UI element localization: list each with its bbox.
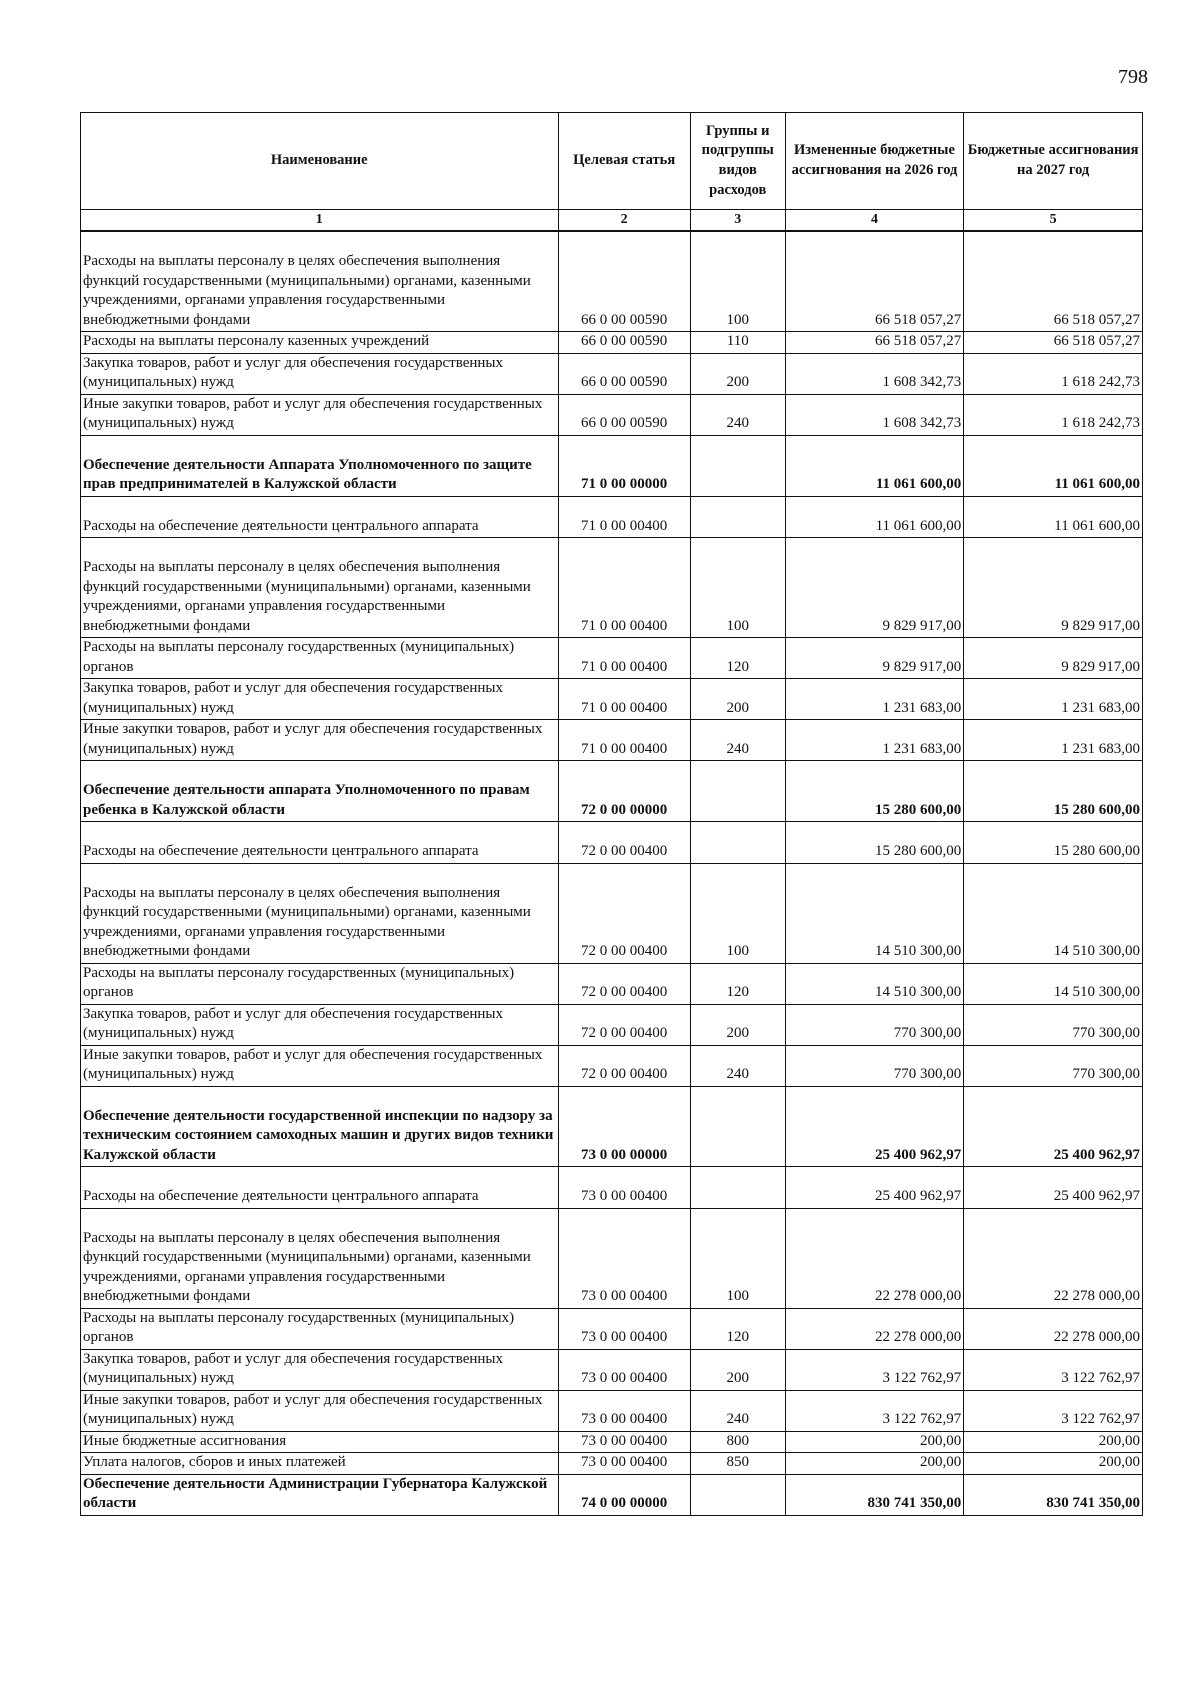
table-row: [81, 863, 1143, 963]
row-name: Иные закупки товаров, работ и услуг для обеспечения государственных (муниципальных) нужд: [81, 1045, 559, 1086]
row-expense-group: 200: [690, 1349, 785, 1390]
row-expense-group: 240: [690, 720, 785, 761]
row-name: Иные закупки товаров, работ и услуг для обеспечения государственных (муниципальных) нужд: [81, 720, 559, 761]
row-name: Обеспечение деятельности Администрации Губернатора Калужской области: [81, 1474, 559, 1515]
row-target-article: 71 0 00 00400: [558, 496, 690, 538]
row-amount-2026: 1 608 342,73: [785, 353, 964, 394]
row-name: Расходы на обеспечение деятельности центрального аппарата: [81, 496, 559, 538]
row-target-article: 66 0 00 00590: [558, 332, 690, 354]
header-expense-groups: Группы и подгруппы видов расходов: [690, 113, 785, 210]
row-name: Иные закупки товаров, работ и услуг для обеспечения государственных (муниципальных) нужд: [81, 1390, 559, 1431]
header-2026: Измененные бюджетные ассигнования на 2026 год: [785, 113, 964, 210]
table-row: [81, 1004, 1143, 1045]
row-target-article: 72 0 00 00400: [558, 822, 690, 864]
row-name: Расходы на выплаты персоналу государственных (муниципальных) органов: [81, 638, 559, 679]
table-row: [81, 1308, 1143, 1349]
row-target-article: 73 0 00 00400: [558, 1349, 690, 1390]
row-amount-2027: 9 829 917,00: [964, 638, 1143, 679]
row-expense-group: [690, 435, 785, 496]
row-name: Расходы на обеспечение деятельности центрального аппарата: [81, 1167, 559, 1209]
row-target-article: 71 0 00 00000: [558, 435, 690, 496]
row-target-article: 73 0 00 00400: [558, 1308, 690, 1349]
table-row: [81, 822, 1143, 864]
table-row: [81, 1474, 1143, 1515]
row-amount-2026: 66 518 057,27: [785, 332, 964, 354]
row-expense-group: [690, 761, 785, 822]
row-name: Расходы на выплаты персоналу казенных учреждений: [81, 332, 559, 354]
table-row: [81, 720, 1143, 761]
table-row: [81, 332, 1143, 354]
table-row: [81, 394, 1143, 435]
row-amount-2027: 14 510 300,00: [964, 863, 1143, 963]
row-expense-group: 240: [690, 1390, 785, 1431]
row-name: Иные бюджетные ассигнования: [81, 1431, 559, 1453]
row-amount-2027: 830 741 350,00: [964, 1474, 1143, 1515]
row-target-article: 71 0 00 00400: [558, 720, 690, 761]
table-row: [81, 496, 1143, 538]
table-row: [81, 1431, 1143, 1453]
row-target-article: 71 0 00 00400: [558, 538, 690, 638]
row-name: Уплата налогов, сборов и иных платежей: [81, 1453, 559, 1475]
row-amount-2027: 770 300,00: [964, 1004, 1143, 1045]
table-row: [81, 679, 1143, 720]
table-row: [81, 231, 1143, 332]
row-expense-group: 100: [690, 863, 785, 963]
row-target-article: 71 0 00 00400: [558, 679, 690, 720]
row-expense-group: 120: [690, 1308, 785, 1349]
row-name: Расходы на выплаты персоналу в целях обеспечения выполнения функций государственными (муниципальными) органами, казенными учреждениями, органами управления государственными внебюджетными фондами: [81, 538, 559, 638]
row-amount-2026: 1 231 683,00: [785, 720, 964, 761]
row-amount-2027: 66 518 057,27: [964, 332, 1143, 354]
row-expense-group: [690, 1167, 785, 1209]
row-name: Закупка товаров, работ и услуг для обеспечения государственных (муниципальных) нужд: [81, 353, 559, 394]
table-row: [81, 1349, 1143, 1390]
row-amount-2026: 770 300,00: [785, 1004, 964, 1045]
row-target-article: 72 0 00 00400: [558, 963, 690, 1004]
row-amount-2027: 14 510 300,00: [964, 963, 1143, 1004]
row-expense-group: 200: [690, 353, 785, 394]
row-amount-2027: 11 061 600,00: [964, 496, 1143, 538]
table-row: [81, 538, 1143, 638]
row-amount-2027: 1 618 242,73: [964, 394, 1143, 435]
row-amount-2026: 15 280 600,00: [785, 761, 964, 822]
row-amount-2027: 3 122 762,97: [964, 1390, 1143, 1431]
row-amount-2026: 1 231 683,00: [785, 679, 964, 720]
row-amount-2027: 200,00: [964, 1431, 1143, 1453]
table-body: [81, 231, 1143, 1515]
row-amount-2027: 15 280 600,00: [964, 761, 1143, 822]
row-expense-group: 100: [690, 231, 785, 332]
row-amount-2026: 3 122 762,97: [785, 1390, 964, 1431]
table-row: [81, 1390, 1143, 1431]
column-number-row: [81, 210, 1143, 232]
row-amount-2026: 25 400 962,97: [785, 1167, 964, 1209]
row-amount-2026: 25 400 962,97: [785, 1086, 964, 1167]
row-target-article: 72 0 00 00400: [558, 863, 690, 963]
row-name: Расходы на выплаты персоналу государственных (муниципальных) органов: [81, 963, 559, 1004]
row-target-article: 66 0 00 00590: [558, 231, 690, 332]
row-name: Расходы на выплаты персоналу в целях обеспечения выполнения функций государственными (муниципальными) органами, казенными учреждениями, органами управления государственными внебюджетными фондами: [81, 1208, 559, 1308]
row-amount-2027: 22 278 000,00: [964, 1208, 1143, 1308]
row-amount-2027: 66 518 057,27: [964, 231, 1143, 332]
row-amount-2027: 1 231 683,00: [964, 720, 1143, 761]
row-target-article: 74 0 00 00000: [558, 1474, 690, 1515]
row-amount-2026: 200,00: [785, 1431, 964, 1453]
row-name: Закупка товаров, работ и услуг для обеспечения государственных (муниципальных) нужд: [81, 1349, 559, 1390]
row-amount-2026: 66 518 057,27: [785, 231, 964, 332]
row-target-article: 71 0 00 00400: [558, 638, 690, 679]
row-expense-group: [690, 1474, 785, 1515]
table-row: [81, 1045, 1143, 1086]
table-row: [81, 1208, 1143, 1308]
table-row: [81, 1453, 1143, 1475]
row-expense-group: 110: [690, 332, 785, 354]
page-number: 798: [1118, 66, 1148, 88]
row-target-article: 73 0 00 00400: [558, 1208, 690, 1308]
row-amount-2027: 200,00: [964, 1453, 1143, 1475]
table-row: [81, 963, 1143, 1004]
row-name: Расходы на выплаты персоналу в целях обеспечения выполнения функций государственными (муниципальными) органами, казенными учреждениями, органами управления государственными внебюджетными фондами: [81, 231, 559, 332]
row-target-article: 66 0 00 00590: [558, 353, 690, 394]
row-amount-2026: 9 829 917,00: [785, 638, 964, 679]
header-name: Наименование: [81, 113, 559, 210]
row-amount-2026: 1 608 342,73: [785, 394, 964, 435]
row-expense-group: 800: [690, 1431, 785, 1453]
table-row: [81, 638, 1143, 679]
row-target-article: 73 0 00 00400: [558, 1167, 690, 1209]
row-name: Обеспечение деятельности Аппарата Уполномоченного по защите прав предпринимателей в Калужской области: [81, 435, 559, 496]
row-amount-2027: 9 829 917,00: [964, 538, 1143, 638]
row-expense-group: 850: [690, 1453, 785, 1475]
row-name: Обеспечение деятельности аппарата Уполномоченного по правам ребенка в Калужской области: [81, 761, 559, 822]
column-number: 3: [690, 210, 785, 232]
row-target-article: 73 0 00 00400: [558, 1431, 690, 1453]
budget-table: [80, 112, 1143, 1516]
row-amount-2026: 200,00: [785, 1453, 964, 1475]
row-name: Иные закупки товаров, работ и услуг для обеспечения государственных (муниципальных) нужд: [81, 394, 559, 435]
row-expense-group: 200: [690, 679, 785, 720]
row-amount-2027: 22 278 000,00: [964, 1308, 1143, 1349]
row-amount-2026: 14 510 300,00: [785, 963, 964, 1004]
row-target-article: 72 0 00 00400: [558, 1045, 690, 1086]
row-amount-2026: 11 061 600,00: [785, 496, 964, 538]
row-expense-group: 200: [690, 1004, 785, 1045]
row-amount-2027: 25 400 962,97: [964, 1086, 1143, 1167]
row-name: Обеспечение деятельности государственной инспекции по надзору за техническим состоянием самоходных машин и других видов техники Калужской области: [81, 1086, 559, 1167]
row-expense-group: [690, 496, 785, 538]
row-amount-2027: 770 300,00: [964, 1045, 1143, 1086]
row-amount-2026: 14 510 300,00: [785, 863, 964, 963]
row-expense-group: 100: [690, 538, 785, 638]
row-amount-2026: 11 061 600,00: [785, 435, 964, 496]
row-amount-2027: 1 231 683,00: [964, 679, 1143, 720]
row-target-article: 73 0 00 00400: [558, 1390, 690, 1431]
row-name: Закупка товаров, работ и услуг для обеспечения государственных (муниципальных) нужд: [81, 679, 559, 720]
row-expense-group: 240: [690, 1045, 785, 1086]
row-target-article: 72 0 00 00000: [558, 761, 690, 822]
row-name: Закупка товаров, работ и услуг для обеспечения государственных (муниципальных) нужд: [81, 1004, 559, 1045]
table-row: [81, 353, 1143, 394]
table-row: [81, 1086, 1143, 1167]
column-number: 4: [785, 210, 964, 232]
row-name: Расходы на выплаты персоналу государственных (муниципальных) органов: [81, 1308, 559, 1349]
row-amount-2026: 9 829 917,00: [785, 538, 964, 638]
row-amount-2027: 3 122 762,97: [964, 1349, 1143, 1390]
row-target-article: 73 0 00 00000: [558, 1086, 690, 1167]
row-amount-2026: 22 278 000,00: [785, 1308, 964, 1349]
table-row: [81, 1167, 1143, 1209]
row-expense-group: 120: [690, 963, 785, 1004]
column-number: 1: [81, 210, 559, 232]
row-amount-2026: 22 278 000,00: [785, 1208, 964, 1308]
row-name: Расходы на выплаты персоналу в целях обеспечения выполнения функций государственными (муниципальными) органами, казенными учреждениями, органами управления государственными внебюджетными фондами: [81, 863, 559, 963]
row-expense-group: 100: [690, 1208, 785, 1308]
header-row: [81, 113, 1143, 210]
header-2027: Бюджетные ассигнования на 2027 год: [964, 113, 1143, 210]
row-expense-group: 240: [690, 394, 785, 435]
row-amount-2026: 830 741 350,00: [785, 1474, 964, 1515]
row-target-article: 66 0 00 00590: [558, 394, 690, 435]
row-amount-2026: 15 280 600,00: [785, 822, 964, 864]
row-expense-group: [690, 822, 785, 864]
column-number: 2: [558, 210, 690, 232]
row-target-article: 73 0 00 00400: [558, 1453, 690, 1475]
table-row: [81, 435, 1143, 496]
row-amount-2027: 11 061 600,00: [964, 435, 1143, 496]
row-amount-2026: 3 122 762,97: [785, 1349, 964, 1390]
row-expense-group: [690, 1086, 785, 1167]
row-amount-2026: 770 300,00: [785, 1045, 964, 1086]
row-amount-2027: 25 400 962,97: [964, 1167, 1143, 1209]
column-number: 5: [964, 210, 1143, 232]
row-amount-2027: 15 280 600,00: [964, 822, 1143, 864]
header-target-article: Целевая статья: [558, 113, 690, 210]
row-amount-2027: 1 618 242,73: [964, 353, 1143, 394]
row-target-article: 72 0 00 00400: [558, 1004, 690, 1045]
table-row: [81, 761, 1143, 822]
row-name: Расходы на обеспечение деятельности центрального аппарата: [81, 822, 559, 864]
row-expense-group: 120: [690, 638, 785, 679]
